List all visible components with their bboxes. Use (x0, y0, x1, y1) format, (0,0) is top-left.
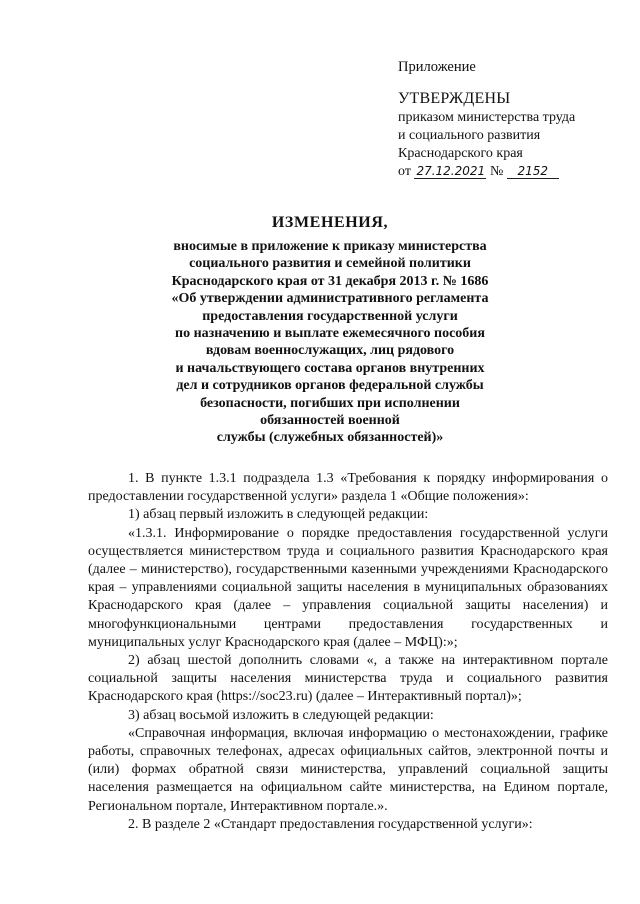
approved-heading: УТВЕРЖДЕНЫ (398, 90, 511, 107)
appendix-label: Приложение (398, 59, 476, 75)
approval-block (398, 58, 628, 181)
order-number-handwritten: 2152 (507, 164, 559, 179)
paragraph-subitem-3: 3) абзац восьмой изложить в следующей редакции: (128, 707, 434, 723)
approving-order-text: приказом министерства труда и социального развития Краснодарского края (398, 110, 576, 161)
paragraph-item-2: 2. В разделе 2 «Стандарт предоставления государственной услуги»: (128, 816, 533, 832)
document-body (88, 470, 608, 834)
paragraph-quote-1-3-1: «1.3.1. Информирование о порядке предоставления государственной услуги осуществляется министерством труда и социального развития Краснодарского края (далее – министерство), государственными казенными учреждениями Краснодарского края – управлениями социальной защиты населения в муниципальных образованиях Краснодарского края (далее – управления социальной защиты населения) и многофункциональными центрами предоставления государственных и муниципальных услуг Краснодарского края (далее – МФЦ):»; (88, 525, 608, 650)
document-subtitle: вносимые в приложение к приказу министерства социального развития и семейной политики Краснодарского края от 31 декабря 2013 г. № 1686 «Об утверждении административного регламента предоставления государственной услуги по назначению и выплате ежемесячного пособия вдовам военнослужащих, лиц рядового и начальствующего состава органов внутренних дел и сотрудников органов федеральной службы безопасности, погибших при исполнении обязанностей военной службы (служебных обязанностей)» (171, 239, 489, 446)
order-date-handwritten: 27.12.2021 (416, 164, 486, 178)
paragraph-subitem-1: 1) абзац первый изложить в следующей редакции: (128, 507, 429, 523)
number-prefix: № (489, 164, 504, 179)
paragraph-subitem-2: 2) абзац шестой дополнить словами «, а также на интерактивном портале социальной защиты населения министерства труда и социального развития Краснодарского края (https://soc23.ru) (далее – Интерактивный портал)»; (88, 653, 608, 705)
paragraph-item-1: 1. В пункте 1.3.1 подраздела 1.3 «Требования к порядку информирования о предоставлении государственной услуги» раздела 1 «Общие положения»: (88, 471, 608, 505)
document-title-block (100, 212, 560, 447)
paragraph-quote-reference: «Справочная информация, включая информацию о местонахождении, графике работы, справочных телефонах, адресах официальных сайтов, электронной почты и (или) формах обратной связи министерства, управлений социальной защиты населения размещается на официальном сайте министерства, на Едином портале, Региональном портале, Интерактивном портале.». (88, 725, 608, 814)
order-date-number-line (398, 163, 628, 181)
date-prefix: от (398, 164, 411, 179)
document-title: ИЗМЕНЕНИЯ, (271, 214, 389, 231)
